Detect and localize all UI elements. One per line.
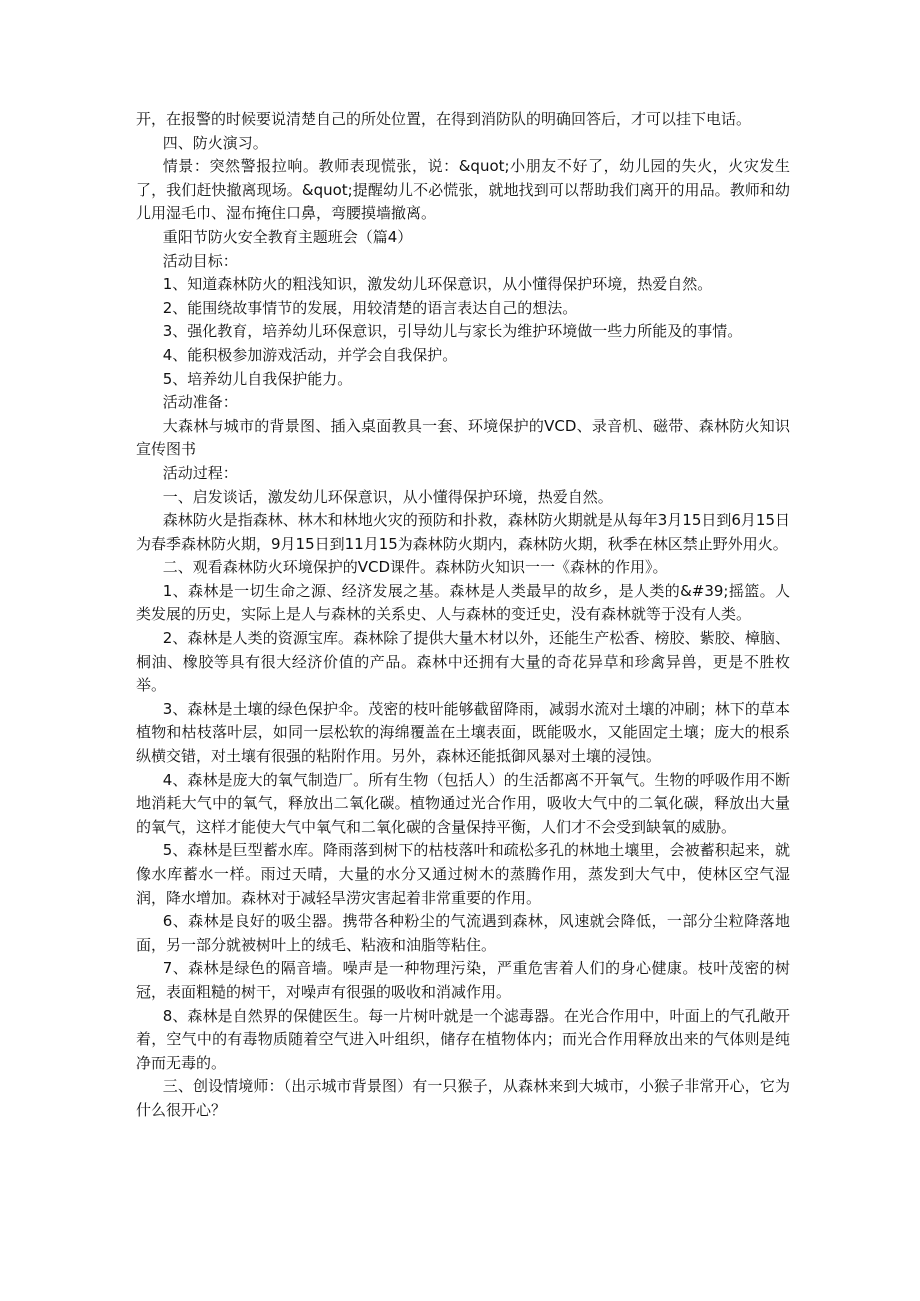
paragraph: 5、培养幼儿自我保护能力。: [162, 369, 353, 388]
paragraph: 1、知道森林防火的粗浅知识，激发幼儿环保意识，从小懂得保护环境，热爱自然。: [162, 275, 713, 294]
paragraph: 4、森林是庞大的氧气制造厂。所有生物（包括人）的生活都离不开氧气。生物的呼吸作用不断地消耗大气中的氧气，释放出二氧化碳。植物通过光合作用，吸收大气中的二氧化碳，释放出大量的氧气，这样才能使大气中氧气和二氧化碳的含量保持平衡，人们才不会受到缺氧的威胁。: [136, 770, 790, 836]
paragraph: 7、森林是绿色的隔音墙。噪声是一种物理污染，严重危害着人们的身心健康。枝叶茂密的树冠，表面粗糙的树干，对噪声有很强的吸收和消减作用。: [136, 959, 790, 1001]
paragraph: 3、森林是土壤的绿色保护伞。茂密的枝叶能够截留降雨，减弱水流对土壤的冲刷；林下的草本植物和枯枝落叶层，如同一层松软的海绵覆盖在土壤表面，既能吸水，又能固定土壤；庞大的根系纵横交错，对土壤有很强的粘附作用。另外，森林还能抵御风暴对土壤的浸蚀。: [136, 699, 790, 766]
paragraph: 情景：突然警报拉响。教师表现慌张，说：&quot;小朋友不好了，幼儿园的失火，火灾发生了，我们赶快撤离现场。&quot;提醒幼儿不必慌张，就地找到可以帮助我们离开的用品。教师和幼儿用湿毛巾、湿布掩住口鼻，弯腰摸墙撤离。: [136, 157, 790, 223]
paragraph: 活动过程：: [162, 463, 238, 482]
paragraph: 2、能围绕故事情节的发展，用较清楚的语言表达自己的想法。: [162, 298, 578, 317]
document-body: [136, 108, 790, 1123]
paragraph: 开，在报警的时候要说清楚自己的所处位置，在得到消防队的明确回答后，才可以挂下电话。: [136, 110, 752, 128]
paragraph: 1、森林是一切生命之源、经济发展之基。森林是人类最早的故乡，是人类的&#39;摇篮。人类发展的历史，实际上是人与森林的关系史、人与森林的变迁史，没有森林就等于没有人类。: [136, 581, 790, 624]
paragraph: 活动准备：: [162, 393, 238, 412]
paragraph: 3、强化教育，培养幼儿环保意识，引导幼儿与家长为维护环境做一些力所能及的事情。: [162, 322, 743, 341]
paragraph: 三、创设情境师：（出示城市背景图）有一只猴子，从森林来到大城市，小猴子非常开心，它为什么很开心？: [136, 1077, 790, 1119]
paragraph: 8、森林是自然界的保健医生。每一片树叶就是一个滤毒器。在光合作用中，叶面上的气孔敞开着，空气中的有毒物质随着空气进入叶组织，储存在植物体内；而光合作用释放出来的气体则是纯净而无毒的。: [136, 1006, 790, 1072]
paragraph: 重阳节防火安全教育主题班会（篇4）: [162, 227, 413, 246]
paragraph: 四、防火演习。: [162, 133, 268, 152]
paragraph: 大森林与城市的背景图、插入桌面教具一套、环境保护的VCD、录音机、磁带、森林防火知识宣传图书: [136, 416, 790, 459]
paragraph: 5、森林是巨型蓄水库。降雨落到树下的枯枝落叶和疏松多孔的林地土壤里，会被蓄积起来，就像水库蓄水一样。雨过天晴，大量的水分又通过树木的蒸腾作用，蒸发到大气中，使林区空气湿润，降水增加。森林对于减轻旱涝灾害起着非常重要的作用。: [136, 841, 790, 907]
paragraph: 二、观看森林防火环境保护的VCD课件。森林防火知识一一《森林的作用》。: [162, 558, 668, 577]
paragraph: 2、森林是人类的资源宝库。森林除了提供大量木材以外，还能生产松香、榜胶、紫胶、樟脑、桐油、橡胶等具有很大经济价值的产品。森林中还拥有大量的奇花异草和珍禽异兽，更是不胜枚举。: [136, 629, 790, 695]
paragraph: 活动目标：: [162, 251, 238, 270]
paragraph: 4、能积极参加游戏活动，并学会自我保护。: [162, 345, 458, 364]
paragraph: 一、启发谈话，激发幼儿环保意识，从小懂得保护环境，热爱自然。: [162, 487, 613, 506]
paragraph: 6、森林是良好的吸尘器。携带各种粉尘的气流遇到森林，风速就会降低，一部分尘粒降落地面，另一部分就被树叶上的绒毛、粘液和油脂等粘住。: [136, 912, 790, 954]
paragraph: 森林防火是指森林、林木和林地火灾的预防和扑救，森林防火期就是从每年3月15日到6月15日为春季森林防火期，9月15日到11月15为森林防火期内，森林防火期，秋季在林区禁止野外用火。: [136, 511, 790, 553]
